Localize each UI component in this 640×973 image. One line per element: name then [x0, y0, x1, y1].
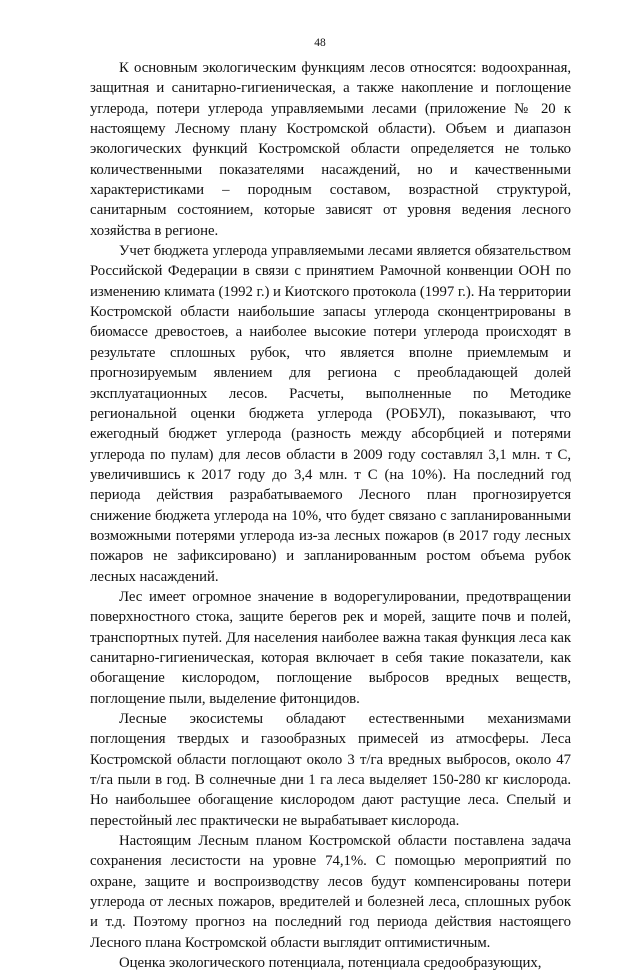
paragraph-ecological-functions: К основным экологическим функциям лесов относятся: водоохранная, защитная и санитарно-гигиеническая, а также накопление и поглощение углерода, потери углерода управляемыми лесами (приложение № 20 к настоящему Лесному плану Костромской области). Объем и диапазон экологических функций Костромской области определяется не только количественными показателями насаждений, но и качественными характеристиками – породным составом, возрастной структурой, санитарным состоянием, которые зависят от уровня ведения лесного хозяйства в регионе. [90, 60, 571, 239]
document-body [90, 58, 571, 973]
page-number: 48 [314, 37, 326, 49]
paragraph-ecological-potential: Оценка экологического потенциала, потенциала средообразующих, [119, 955, 542, 972]
paragraph-forest-ecosystems: Лесные экосистемы обладают естественными механизмами поглощения твердых и газообразных примесей из атмосферы. Леса Костромской области поглощают около 3 т/га вредных выбросов, около 47 т/га пыли в год. В солнечные дни 1 га леса выделяет 150-280 кг кислорода. Но наибольшее обогащение кислородом дают растущие леса. Спелый и перестойный лес практически не вырабатывает кислорода. [90, 711, 571, 829]
paragraph-carbon-budget: Учет бюджета углерода управляемыми лесами является обязательством Российской Федерации в связи с принятием Рамочной конвенции ООН по изменению климата (1992 г.) и Киотского протокола (1997 г.). На территории Костромской области наибольшие запасы углерода сконцентрированы в биомассе древостоев, а наиболее высокие потери углерода происходят в результате сплошных рубок, что является вполне приемлемым и прогнозируемым явлением для региона с преобладающей долей эксплуатационных лесов. Расчеты, выполненные по Методике региональной оценки бюджета углерода (РОБУЛ), показывают, что ежегодный бюджет углерода (разность между абсорбцией и потерями углерода по пулам) для лесов области в 2009 году составлял 3,1 млн. т С, увеличившись к 2017 году до 3,4 млн. т С (на 10%). На последний год периода действия разрабатываемого Лесного план прогнозируется снижение бюджета углерода на 10%, что будет связано с запланированными возможными потерями углерода из-за лесных пожаров (в 2017 году лесных пожаров не зафиксировано) и запланированным ростом объема рубок лесных насаждений. [90, 243, 571, 585]
paragraph-forest-cover-target: Настоящим Лесным планом Костромской области поставлена задача сохранения лесистости на уровне 74,1%. С помощью мероприятий по охране, защите и воспроизводству лесов будут компенсированы потери углерода от лесных пожаров, вредителей и болезней леса, сплошных рубок и т.д. Поэтому прогноз на последний год периода действия настоящего Лесного плана Костромской области выглядит оптимистичным. [90, 833, 571, 951]
paragraph-water-regulation: Лес имеет огромное значение в водорегулировании, предотвращении поверхностного стока, защите берегов рек и морей, защите почв и полей, транспортных путей. Для населения наиболее важна такая функция леса как санитарно-гигиеническая, которая включает в себя такие показатели, как обогащение кислородом, поглощение выбросов вредных веществ, поглощение пыли, выделение фитонцидов. [90, 588, 571, 707]
